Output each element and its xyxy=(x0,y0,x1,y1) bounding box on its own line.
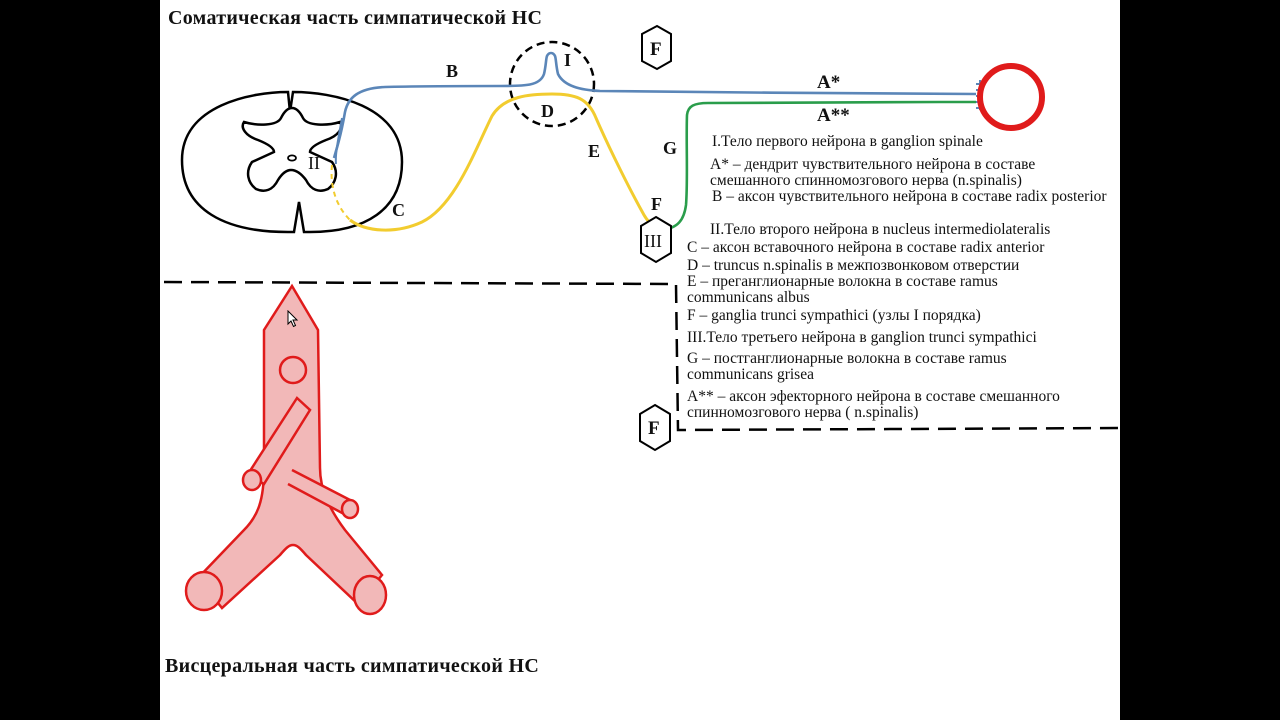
label-ii: II xyxy=(308,153,320,173)
legend-item: E – преганглионарные волокна в составе ramus communicans albus xyxy=(687,273,998,306)
label-iii: III xyxy=(644,231,662,251)
label-e: E xyxy=(588,141,601,161)
label-i: I xyxy=(564,50,572,70)
label-a-star: A* xyxy=(817,72,841,93)
legend-item: B – аксон чувствительного нейрона в составе radix posterior xyxy=(712,188,1107,205)
legend-item: A* – дендрит чувствительного нейрона в составе смешанного спинномозгового нерва (n.spinalis) xyxy=(710,156,1036,189)
legend-item: C – аксон вставочного нейрона в составе radix anterior xyxy=(687,239,1045,256)
slide xyxy=(160,0,1120,720)
label-c: C xyxy=(392,200,405,220)
label-f-bottom: F xyxy=(648,418,660,439)
label-g: G xyxy=(663,138,678,158)
effector-ring xyxy=(980,66,1042,128)
spinal-cord-section xyxy=(182,92,402,232)
label-b: B xyxy=(446,61,459,81)
legend-item: A** – аксон эфекторного нейрона в составе смешанного спинномозгового нерва ( n.spinalis) xyxy=(687,388,1060,421)
mouse-cursor-icon xyxy=(287,310,299,328)
legend-item: F – ganglia trunci sympathici (узлы I порядка) xyxy=(687,307,981,324)
legend-item: III.Тело третьего нейрона в ganglion trunci sympathici xyxy=(687,329,1037,346)
label-f-top: F xyxy=(650,39,662,60)
legend-item: G – постганглионарные волокна в составе ramus communicans grisea xyxy=(687,350,1007,383)
label-d: D xyxy=(541,101,554,121)
title-somatic: Соматическая часть симпатической НС xyxy=(168,7,543,29)
title-visceral: Висцеральная часть симпатической НС xyxy=(165,655,540,677)
label-a-double-star: A** xyxy=(817,105,850,126)
central-canal xyxy=(288,155,296,160)
blood-vessel xyxy=(186,286,386,614)
legend-item: D – truncus n.spinalis в межпозвонковом отверстии xyxy=(687,257,1020,274)
label-f-chain: F xyxy=(651,194,662,214)
legend-item: I.Тело первого нейрона в ganglion spinale xyxy=(712,133,983,150)
legend-item: II.Тело второго нейрона в nucleus intermediolateralis xyxy=(710,221,1051,238)
